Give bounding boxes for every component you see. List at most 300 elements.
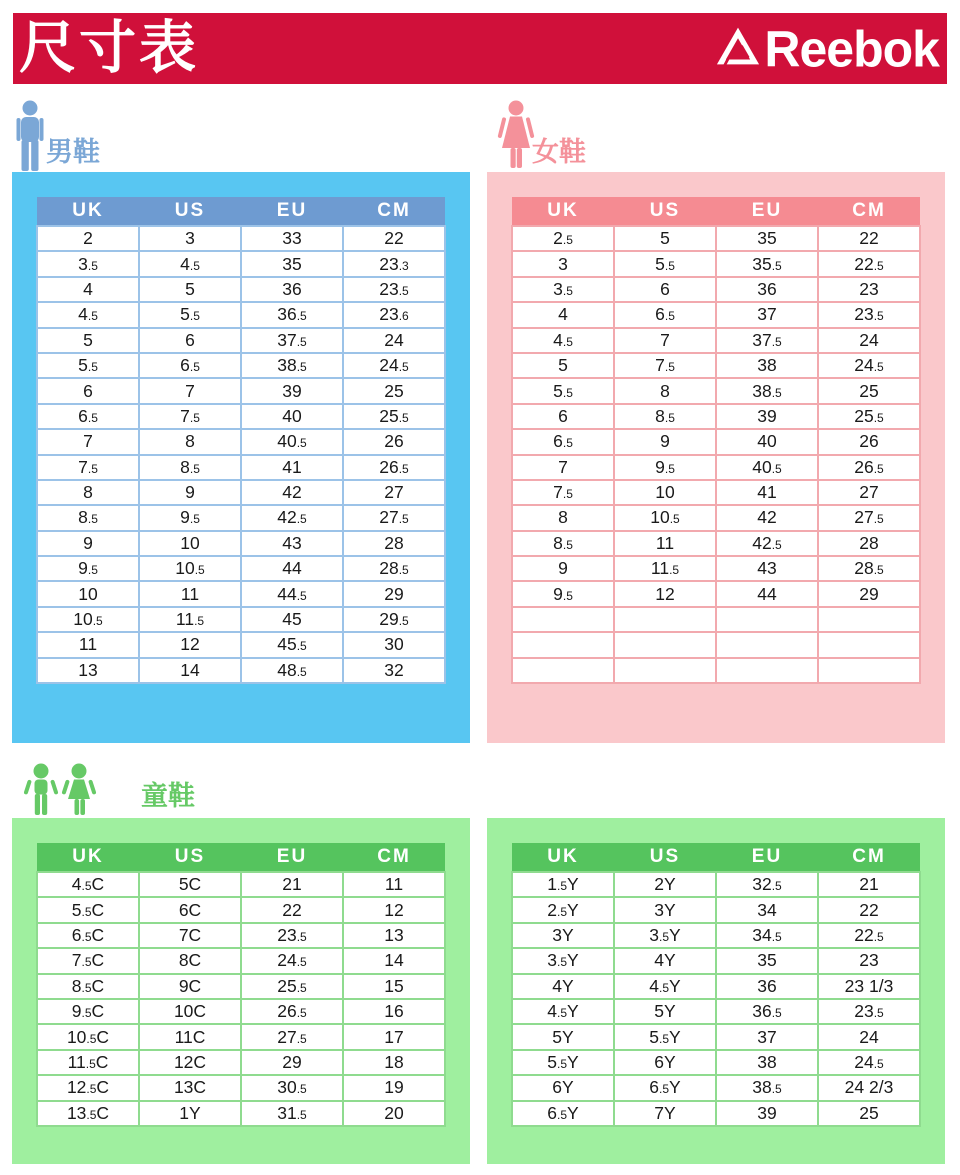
size-table <box>36 197 446 684</box>
size-cell <box>512 658 614 683</box>
brand-logo <box>716 13 939 84</box>
size-cell: 37 <box>716 1024 818 1049</box>
size-cell: 32.5 <box>716 872 818 897</box>
size-cell: 22.5 <box>818 251 920 276</box>
size-cell <box>614 658 716 683</box>
size-cell: 7 <box>614 328 716 353</box>
size-cell: 11.5C <box>37 1050 139 1075</box>
size-cell: 7.5 <box>139 404 241 429</box>
size-cell <box>614 607 716 632</box>
table-row <box>37 581 445 606</box>
size-cell: 5.5 <box>37 353 139 378</box>
size-cell: 38.5 <box>716 1075 818 1100</box>
size-cell: 16 <box>343 999 445 1024</box>
size-cell: 10.5 <box>37 607 139 632</box>
table-row <box>512 429 920 454</box>
size-cell: 10 <box>37 581 139 606</box>
size-cell: 12 <box>139 632 241 657</box>
size-cell: 35 <box>716 948 818 973</box>
header-row <box>512 197 920 226</box>
size-cell: 27 <box>343 480 445 505</box>
size-cell: 6C <box>139 897 241 922</box>
size-cell: 3.5Y <box>614 923 716 948</box>
size-cell: 40 <box>241 404 343 429</box>
size-cell: 22 <box>818 226 920 251</box>
size-cell: 17 <box>343 1024 445 1049</box>
column-header: UK <box>37 197 139 226</box>
size-cell: 23 <box>818 277 920 302</box>
column-header: US <box>614 197 716 226</box>
brand-name: Reebok <box>764 19 939 78</box>
size-cell: 24.5 <box>818 1050 920 1075</box>
table-row <box>512 923 920 948</box>
size-cell: 28 <box>343 531 445 556</box>
size-cell: 38.5 <box>241 353 343 378</box>
table-row <box>512 480 920 505</box>
table-row <box>512 607 920 632</box>
table-row <box>512 1024 920 1049</box>
size-cell: 39 <box>716 1101 818 1126</box>
size-cell: 9.5C <box>37 999 139 1024</box>
size-cell: 9 <box>139 480 241 505</box>
table-row <box>512 378 920 403</box>
size-cell: 31.5 <box>241 1101 343 1126</box>
size-cell <box>512 632 614 657</box>
size-cell: 36 <box>716 974 818 999</box>
size-cell: 8C <box>139 948 241 973</box>
size-cell: 25 <box>818 1101 920 1126</box>
size-cell: 30.5 <box>241 1075 343 1100</box>
header-row <box>37 197 445 226</box>
size-cell: 44 <box>716 581 818 606</box>
size-cell: 5 <box>614 226 716 251</box>
table-row <box>37 607 445 632</box>
size-cell: 15 <box>343 974 445 999</box>
size-cell: 24.5 <box>343 353 445 378</box>
size-cell: 11 <box>343 872 445 897</box>
size-cell <box>818 658 920 683</box>
size-cell: 5.5 <box>614 251 716 276</box>
size-cell: 26 <box>343 429 445 454</box>
size-cell: 33 <box>241 226 343 251</box>
size-cell: 25.5 <box>343 404 445 429</box>
size-cell: 4.5Y <box>512 999 614 1024</box>
size-cell: 22 <box>818 897 920 922</box>
size-cell: 4 <box>37 277 139 302</box>
size-cell: 5C <box>139 872 241 897</box>
table-row <box>37 353 445 378</box>
table-row <box>37 1024 445 1049</box>
size-cell: 24 <box>818 1024 920 1049</box>
size-cell: 19 <box>343 1075 445 1100</box>
size-cell: 8 <box>139 429 241 454</box>
size-cell: 6.5 <box>37 404 139 429</box>
size-cell: 3 <box>139 226 241 251</box>
size-cell: 35.5 <box>716 251 818 276</box>
size-cell: 5.5 <box>512 378 614 403</box>
table-row <box>37 974 445 999</box>
header-row <box>37 843 445 872</box>
size-cell: 2.5Y <box>512 897 614 922</box>
woman-icon <box>497 100 535 177</box>
size-cell: 13.5C <box>37 1101 139 1126</box>
size-cell: 10.5 <box>139 556 241 581</box>
size-cell: 43 <box>716 556 818 581</box>
size-cell <box>614 632 716 657</box>
size-cell: 7Y <box>614 1101 716 1126</box>
size-cell: 5.5Y <box>614 1024 716 1049</box>
table-row <box>37 658 445 683</box>
size-cell: 42 <box>716 505 818 530</box>
size-cell: 11 <box>37 632 139 657</box>
table-row <box>512 556 920 581</box>
size-cell: 29 <box>241 1050 343 1075</box>
table-row <box>512 658 920 683</box>
size-cell: 24 2/3 <box>818 1075 920 1100</box>
size-cell: 9.5 <box>37 556 139 581</box>
size-cell: 5.5C <box>37 897 139 922</box>
column-header: US <box>139 197 241 226</box>
size-cell: 10.5 <box>614 505 716 530</box>
size-cell: 24.5 <box>241 948 343 973</box>
column-header: US <box>139 843 241 872</box>
table-row <box>512 277 920 302</box>
size-cell: 23.5 <box>818 302 920 327</box>
size-cell: 36.5 <box>241 302 343 327</box>
size-cell: 42.5 <box>716 531 818 556</box>
size-cell: 10 <box>139 531 241 556</box>
column-header: UK <box>37 843 139 872</box>
size-cell <box>512 607 614 632</box>
size-cell: 23 <box>818 948 920 973</box>
size-cell: 36 <box>241 277 343 302</box>
table-row <box>512 302 920 327</box>
size-cell: 9.5 <box>512 581 614 606</box>
size-cell: 10C <box>139 999 241 1024</box>
table-row <box>37 556 445 581</box>
size-cell: 25.5 <box>241 974 343 999</box>
size-cell: 45.5 <box>241 632 343 657</box>
size-cell: 3.5 <box>512 277 614 302</box>
size-cell <box>818 607 920 632</box>
kids-children-size-panel <box>12 818 470 1164</box>
size-cell: 6Y <box>614 1050 716 1075</box>
size-cell: 26 <box>818 429 920 454</box>
table-row <box>37 378 445 403</box>
size-cell: 4.5Y <box>614 974 716 999</box>
size-cell: 3Y <box>614 897 716 922</box>
column-header: CM <box>818 197 920 226</box>
size-cell <box>716 658 818 683</box>
size-cell: 37 <box>716 302 818 327</box>
size-cell: 6 <box>139 328 241 353</box>
size-cell: 7 <box>37 429 139 454</box>
table-row <box>37 404 445 429</box>
page-title: 尺寸表 <box>19 16 199 80</box>
size-cell: 29 <box>343 581 445 606</box>
column-header: EU <box>241 843 343 872</box>
size-cell: 21 <box>241 872 343 897</box>
table-row <box>37 455 445 480</box>
size-cell: 14 <box>139 658 241 683</box>
column-header: EU <box>241 197 343 226</box>
size-cell: 11.5 <box>139 607 241 632</box>
size-cell: 41 <box>716 480 818 505</box>
size-cell: 21 <box>818 872 920 897</box>
size-cell: 5.5 <box>139 302 241 327</box>
size-cell: 10.5C <box>37 1024 139 1049</box>
table-row <box>512 226 920 251</box>
table-row <box>512 1050 920 1075</box>
size-cell: 4 <box>512 302 614 327</box>
column-header: UK <box>512 843 614 872</box>
size-cell: 4.5 <box>512 328 614 353</box>
size-cell: 39 <box>241 378 343 403</box>
size-cell: 11 <box>614 531 716 556</box>
size-cell: 8.5 <box>512 531 614 556</box>
table-row <box>37 872 445 897</box>
size-cell: 8.5 <box>614 404 716 429</box>
size-cell: 35 <box>241 251 343 276</box>
size-cell: 9 <box>614 429 716 454</box>
size-cell: 18 <box>343 1050 445 1075</box>
size-cell: 29 <box>818 581 920 606</box>
size-cell: 6.5Y <box>512 1101 614 1126</box>
size-cell: 35 <box>716 226 818 251</box>
size-cell: 9.5 <box>614 455 716 480</box>
size-cell: 8.5C <box>37 974 139 999</box>
size-cell: 23.3 <box>343 251 445 276</box>
size-cell: 5 <box>512 353 614 378</box>
size-cell: 12.5C <box>37 1075 139 1100</box>
column-header: UK <box>512 197 614 226</box>
size-cell: 7.5 <box>512 480 614 505</box>
table-row <box>37 505 445 530</box>
size-cell: 4Y <box>512 974 614 999</box>
table-row <box>512 1101 920 1126</box>
table-row <box>512 505 920 530</box>
size-cell: 25.5 <box>818 404 920 429</box>
table-row <box>512 455 920 480</box>
section-label-women: 女鞋 <box>532 137 586 167</box>
table-row <box>37 897 445 922</box>
size-cell: 44.5 <box>241 581 343 606</box>
table-row <box>37 923 445 948</box>
size-cell: 6Y <box>512 1075 614 1100</box>
size-cell: 27.5 <box>818 505 920 530</box>
size-cell: 13C <box>139 1075 241 1100</box>
table-row <box>37 302 445 327</box>
size-cell: 12 <box>614 581 716 606</box>
table-row <box>37 251 445 276</box>
table-row <box>512 974 920 999</box>
size-table <box>36 843 446 1127</box>
size-cell: 2.5 <box>512 226 614 251</box>
size-cell: 42.5 <box>241 505 343 530</box>
size-table <box>511 843 921 1127</box>
size-cell: 24 <box>343 328 445 353</box>
size-cell: 23.5 <box>241 923 343 948</box>
size-cell: 7 <box>512 455 614 480</box>
size-cell <box>716 632 818 657</box>
size-cell: 27 <box>818 480 920 505</box>
table-row <box>37 1050 445 1075</box>
column-header: EU <box>716 197 818 226</box>
size-cell: 1Y <box>139 1101 241 1126</box>
table-row <box>37 1101 445 1126</box>
size-cell: 10 <box>614 480 716 505</box>
table-row <box>512 897 920 922</box>
size-cell: 40.5 <box>716 455 818 480</box>
size-table <box>511 197 921 684</box>
size-cell: 11.5 <box>614 556 716 581</box>
size-cell: 36.5 <box>716 999 818 1024</box>
size-cell: 38 <box>716 1050 818 1075</box>
size-cell: 13 <box>343 923 445 948</box>
size-cell: 38 <box>716 353 818 378</box>
column-header: CM <box>818 843 920 872</box>
size-cell: 40 <box>716 429 818 454</box>
table-row <box>512 353 920 378</box>
reebok-delta-icon <box>716 26 760 71</box>
size-cell: 34.5 <box>716 923 818 948</box>
size-cell: 7 <box>139 378 241 403</box>
size-cell: 12C <box>139 1050 241 1075</box>
size-cell: 3Y <box>512 923 614 948</box>
size-cell: 38.5 <box>716 378 818 403</box>
table-row <box>37 531 445 556</box>
column-header: CM <box>343 843 445 872</box>
size-cell: 9C <box>139 974 241 999</box>
size-cell: 6.5 <box>139 353 241 378</box>
table-row <box>512 632 920 657</box>
size-cell: 3.5Y <box>512 948 614 973</box>
size-cell: 42 <box>241 480 343 505</box>
size-cell: 8.5 <box>37 505 139 530</box>
size-cell <box>818 632 920 657</box>
size-cell: 7C <box>139 923 241 948</box>
size-cell: 20 <box>343 1101 445 1126</box>
size-cell: 26.5 <box>241 999 343 1024</box>
man-icon <box>12 100 48 177</box>
table-row <box>512 1075 920 1100</box>
size-cell: 6 <box>614 277 716 302</box>
size-cell: 5Y <box>614 999 716 1024</box>
column-header: CM <box>343 197 445 226</box>
size-cell: 22 <box>343 226 445 251</box>
size-cell: 28.5 <box>818 556 920 581</box>
size-cell: 30 <box>343 632 445 657</box>
size-cell: 6.5 <box>512 429 614 454</box>
children-icon <box>24 763 136 822</box>
table-row <box>37 1075 445 1100</box>
size-cell: 26.5 <box>343 455 445 480</box>
size-cell: 36 <box>716 277 818 302</box>
size-cell: 8 <box>614 378 716 403</box>
size-cell: 4.5C <box>37 872 139 897</box>
size-cell: 7.5 <box>37 455 139 480</box>
size-cell: 12 <box>343 897 445 922</box>
size-cell: 43 <box>241 531 343 556</box>
size-cell: 5 <box>139 277 241 302</box>
size-cell: 4Y <box>614 948 716 973</box>
size-cell: 6.5C <box>37 923 139 948</box>
header-row <box>512 843 920 872</box>
size-cell: 4.5 <box>37 302 139 327</box>
table-row <box>37 429 445 454</box>
size-cell: 24 <box>818 328 920 353</box>
table-row <box>37 480 445 505</box>
size-cell: 14 <box>343 948 445 973</box>
table-row <box>37 328 445 353</box>
table-row <box>37 277 445 302</box>
size-cell: 23.5 <box>818 999 920 1024</box>
table-row <box>512 948 920 973</box>
column-header: EU <box>716 843 818 872</box>
size-cell: 9 <box>512 556 614 581</box>
size-cell: 5.5Y <box>512 1050 614 1075</box>
size-cell: 25 <box>818 378 920 403</box>
size-cell: 5 <box>37 328 139 353</box>
size-cell: 28.5 <box>343 556 445 581</box>
size-cell: 32 <box>343 658 445 683</box>
size-cell: 41 <box>241 455 343 480</box>
size-cell: 11 <box>139 581 241 606</box>
size-cell: 39 <box>716 404 818 429</box>
size-cell: 5Y <box>512 1024 614 1049</box>
size-cell: 6.5Y <box>614 1075 716 1100</box>
size-cell: 40.5 <box>241 429 343 454</box>
size-cell: 6.5 <box>614 302 716 327</box>
size-cell: 8 <box>512 505 614 530</box>
size-cell: 45 <box>241 607 343 632</box>
size-cell: 11C <box>139 1024 241 1049</box>
table-row <box>512 404 920 429</box>
size-cell: 4.5 <box>139 251 241 276</box>
size-cell: 8 <box>37 480 139 505</box>
table-row <box>512 872 920 897</box>
kids-youth-size-panel <box>487 818 945 1164</box>
size-cell: 37.5 <box>716 328 818 353</box>
size-cell: 2 <box>37 226 139 251</box>
size-cell: 23 1/3 <box>818 974 920 999</box>
size-cell: 13 <box>37 658 139 683</box>
size-cell: 37.5 <box>241 328 343 353</box>
size-cell: 1.5Y <box>512 872 614 897</box>
section-label-men: 男鞋 <box>46 137 100 167</box>
size-cell: 48.5 <box>241 658 343 683</box>
size-cell: 6 <box>512 404 614 429</box>
size-cell: 29.5 <box>343 607 445 632</box>
table-row <box>512 999 920 1024</box>
table-row <box>37 948 445 973</box>
size-cell: 9 <box>37 531 139 556</box>
size-cell: 3.5 <box>37 251 139 276</box>
size-cell: 26.5 <box>818 455 920 480</box>
men-size-panel <box>12 172 470 743</box>
size-cell: 22.5 <box>818 923 920 948</box>
size-cell: 24.5 <box>818 353 920 378</box>
table-row <box>512 251 920 276</box>
title-banner <box>13 13 947 84</box>
size-cell: 2Y <box>614 872 716 897</box>
size-cell: 23.5 <box>343 277 445 302</box>
size-cell: 9.5 <box>139 505 241 530</box>
women-size-panel <box>487 172 945 743</box>
table-row <box>37 999 445 1024</box>
size-cell: 44 <box>241 556 343 581</box>
table-row <box>37 226 445 251</box>
